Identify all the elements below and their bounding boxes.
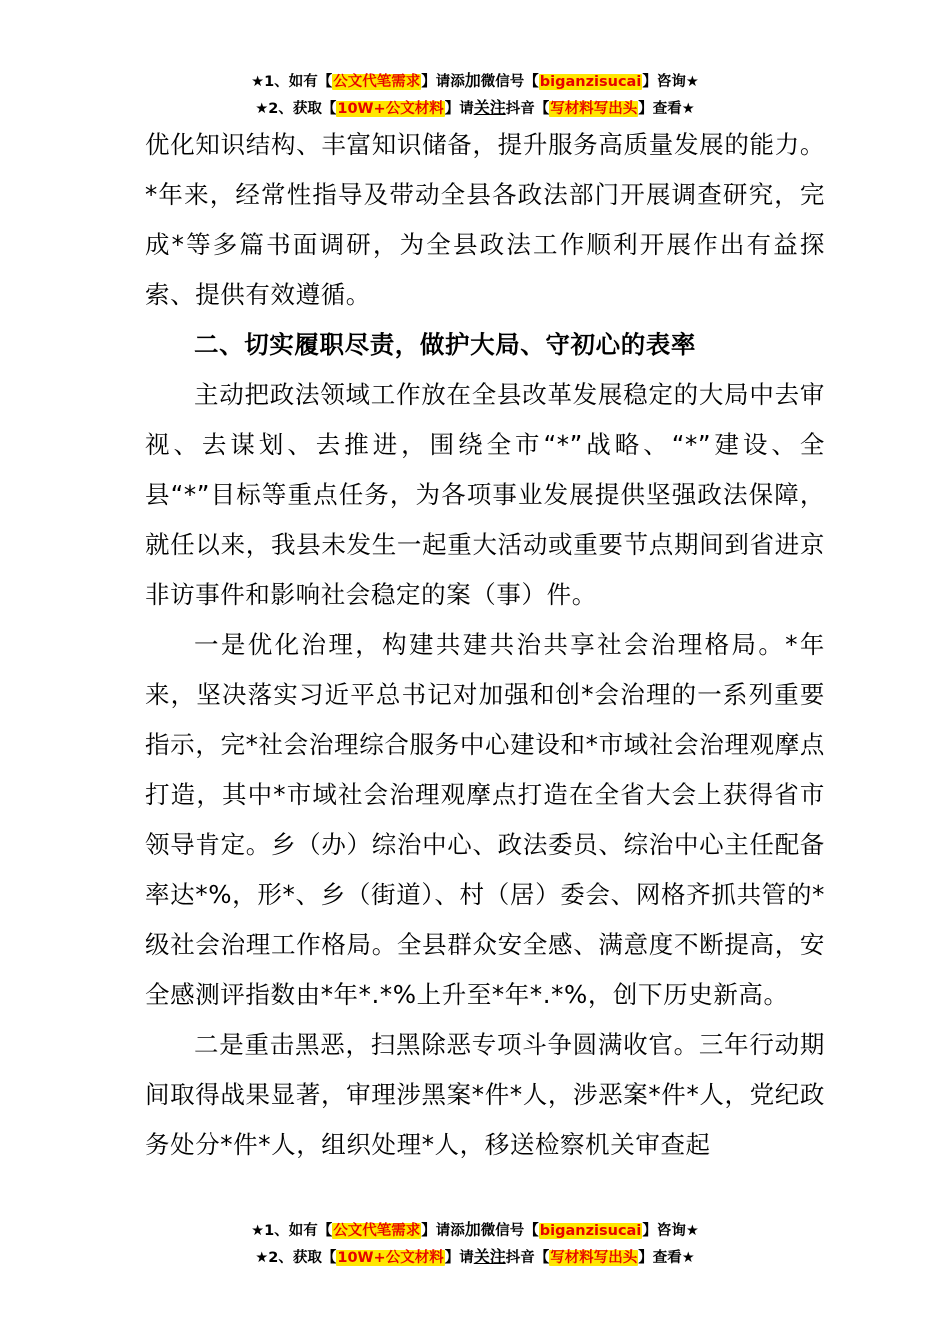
banner-text: 微信号【 [480,74,539,90]
highlight-tag: 10W+公文材料 [337,1250,444,1266]
highlight-tag: 写材料写出头 [550,1250,638,1266]
banner-text: 加 [464,1220,481,1239]
highlight-tag: 写材料写出头 [550,101,638,117]
banner-text: 抖音【 [505,1250,550,1266]
banner-line-1 [0,68,950,95]
banner-text: 】查看★ [638,101,695,117]
banner-text: 】请添 [421,74,465,90]
paragraph: 一是优化治理，构建共建共治共享社会治理格局。*年来，坚决落实习近平总书记对加强和创*会治理的一系列重要指示，完*社会治理综合服务中心建设和*市域社会治理观摩点打造，其中*市域社会治理观摩点打造在全省大会上获得省市领导肯定。乡（办）综治中心、政法委员、综治中心主任配备率达*%，形*、乡（街道）、村（居）委会、网格齐抓共管的*级社会治理工作格局。全县群众安全感、满意度不断提高，安全感测评指数由*年*.*%上升至*年*.*%，创下历史新高。 [145,630,825,1009]
banner-text: 微信号【 [480,1223,539,1239]
banner-text: 】请 [444,101,474,117]
banner-text: 】查看★ [638,1250,695,1266]
banner-text: ★1、如有【 [251,1223,333,1239]
banner-text: 】请 [444,1250,474,1266]
document-body [145,120,825,1170]
section-heading: 二、切实履职尽责，做护大局、守初心的表率 [194,330,696,359]
highlight-tag: biganzisucai [539,74,642,90]
banner-line-2 [0,95,950,122]
banner-text: ★1、如有【 [251,74,333,90]
banner-text: 加 [464,71,481,90]
paragraph: 优化知识结构、丰富知识储备，提升服务高质量发展的能力。*年来，经常性指导及带动全县各政法部门开展调查研究，完成*等多篇书面调研，为全县政法工作顺利开展作出有益探索、提供有效遵循。 [145,130,825,309]
highlight-tag: biganzisucai [539,1223,642,1239]
banner-text: 】请添 [421,1223,465,1239]
header-banner [0,68,950,122]
banner-text: 抖音【 [505,101,550,117]
banner-line-1 [0,1217,950,1244]
highlight-tag: 10W+公文材料 [337,101,444,117]
banner-text: ★2、获取【 [255,1250,337,1266]
banner-text: 】咨询★ [642,1223,699,1239]
banner-text: 关注 [473,1247,506,1266]
banner-text: 】咨询★ [642,74,699,90]
banner-text: 关注 [473,98,506,117]
banner-line-2 [0,1244,950,1271]
banner-text: ★2、获取【 [255,101,337,117]
footer-banner [0,1217,950,1271]
highlight-tag: 公文代笔需求 [333,1223,421,1239]
paragraph: 主动把政法领域工作放在全县改革发展稳定的大局中去审视、去谋划、去推进，围绕全市“*”战略、“*”建设、全县“*”目标等重点任务，为各项事业发展提供坚强政法保障，就任以来，我县未发生一起重大活动或重要节点期间到省进京非访事件和影响社会稳定的案（事）件。 [145,380,825,609]
highlight-tag: 公文代笔需求 [333,74,421,90]
paragraph: 二是重击黑恶，扫黑除恶专项斗争圆满收官。三年行动期间取得战果显著，审理涉黑案*件*人，涉恶案*件*人，党纪政务处分*件*人，组织处理*人，移送检察机关审查起 [145,1030,825,1159]
